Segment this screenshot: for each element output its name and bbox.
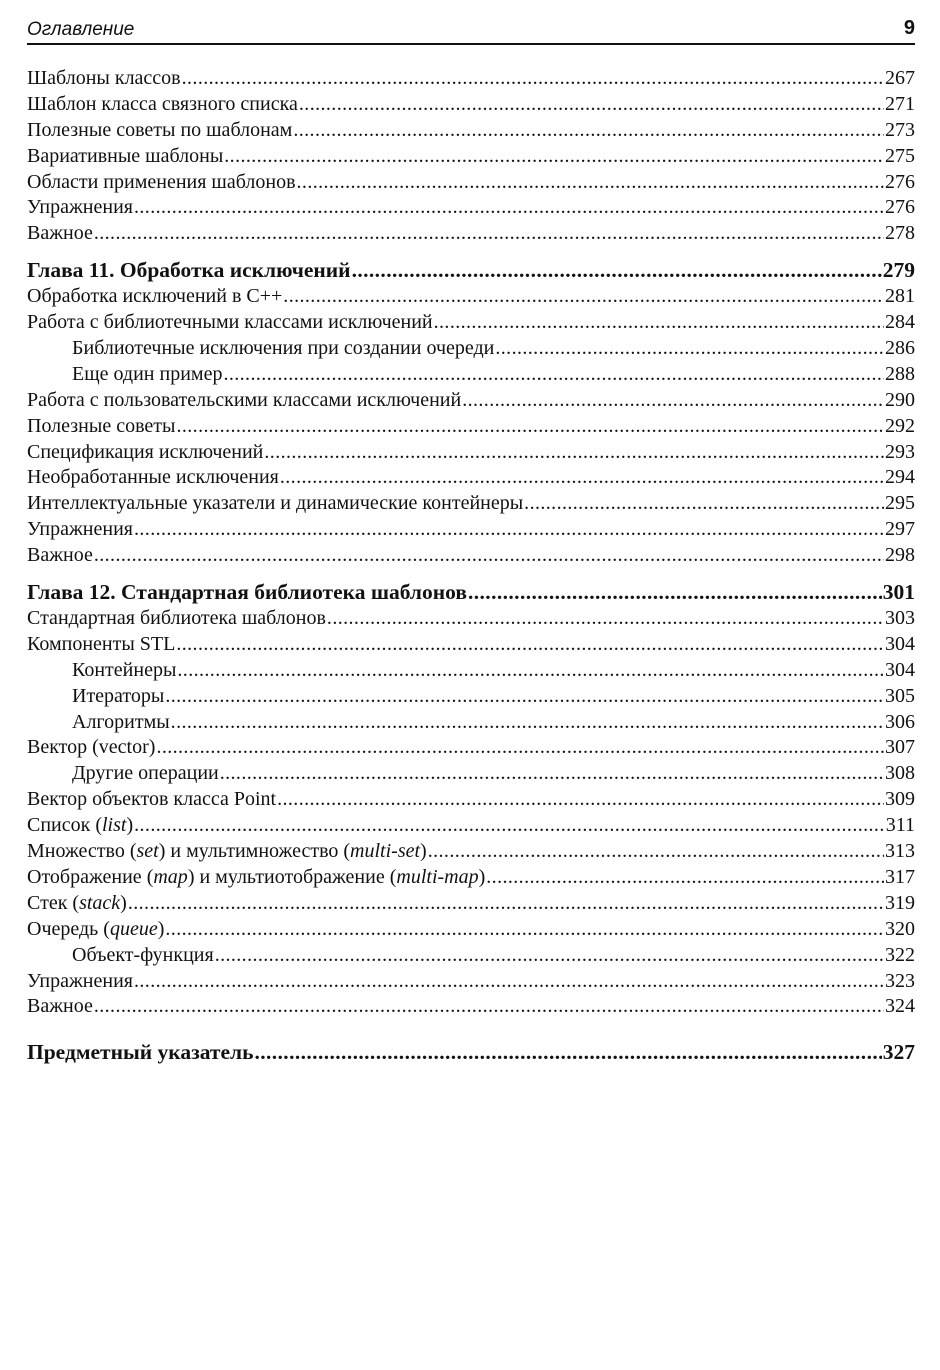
toc-section-entry (27, 606, 915, 632)
dot-leader (156, 735, 884, 761)
toc-page-number: 313 (885, 840, 915, 863)
toc-page-number: 297 (885, 518, 915, 541)
dot-leader (327, 606, 884, 632)
toc-page-number: 301 (882, 580, 915, 605)
toc-section-entry (27, 284, 915, 310)
toc-page-number: 276 (885, 170, 915, 193)
toc-entry-title: Очередь (queue) (27, 917, 165, 940)
toc-section-entry (27, 195, 915, 221)
dot-leader (134, 517, 884, 543)
toc-section-entry (27, 491, 915, 517)
toc-page-number: 322 (885, 943, 915, 966)
toc-section-entry (27, 865, 915, 891)
toc-subsection-entry (27, 710, 915, 736)
toc-page-number: 311 (885, 814, 915, 837)
header-title: Оглавление (27, 19, 135, 40)
dot-leader (223, 362, 884, 388)
toc-entry-title: Полезные советы по шаблонам (27, 118, 293, 141)
toc-entry-title: Упражнения (27, 196, 133, 219)
toc-section-entry (27, 517, 915, 543)
toc-page-number: 288 (885, 362, 915, 385)
dot-leader (220, 761, 884, 787)
toc-chapter-entry (27, 578, 915, 606)
toc-page-number: 294 (885, 466, 915, 489)
toc-entry-title: Упражнения (27, 969, 133, 992)
toc-entry-title: Необработанные исключения (27, 466, 279, 489)
dot-leader (264, 440, 884, 466)
toc-entry-title: Важное (27, 995, 93, 1018)
toc-section-entry (27, 118, 915, 144)
toc-entry-title: Глава 11. Обработка исключений (27, 258, 351, 283)
toc-page-number: 295 (885, 492, 915, 515)
toc-entry-title: Работа с библиотечными классами исключений (27, 311, 433, 334)
dot-leader (171, 710, 884, 736)
toc-page-number: 305 (885, 684, 915, 707)
toc-section-entry (27, 440, 915, 466)
toc-page-number: 286 (885, 337, 915, 360)
dot-leader (134, 195, 884, 221)
toc-page-number: 279 (882, 258, 915, 283)
toc-page-number: 304 (885, 632, 915, 655)
toc-page-number: 308 (885, 762, 915, 785)
toc-chapter-entry (27, 256, 915, 284)
toc-entry-title: Отображение (map) и мультиотображение (multi-map) (27, 865, 486, 888)
dot-leader (94, 994, 884, 1020)
toc-page-number: 281 (885, 285, 915, 308)
toc-section-entry (27, 969, 915, 995)
toc-section-entry (27, 221, 915, 247)
toc-entry-title: Другие операции (72, 762, 219, 785)
toc-section-entry (27, 839, 915, 865)
toc-entry-title: Важное (27, 222, 93, 245)
toc-section-entry (27, 787, 915, 813)
toc-section-entry (27, 813, 915, 839)
toc-entry-title: Интеллектуальные указатели и динамические контейнеры (27, 492, 524, 515)
toc-page-number: 320 (885, 917, 915, 940)
dot-leader (182, 66, 884, 92)
dot-leader (176, 632, 884, 658)
dot-leader (277, 787, 884, 813)
dot-leader (224, 144, 884, 170)
toc-entry-title: Спецификация исключений (27, 440, 264, 463)
toc-entry-title: Работа с пользовательскими классами исключений (27, 388, 462, 411)
toc-page-number: 278 (885, 222, 915, 245)
dot-leader (524, 491, 884, 517)
toc-entry-title: Стек (stack) (27, 891, 127, 914)
toc-subsection-entry (27, 761, 915, 787)
toc-page-number: 323 (885, 969, 915, 992)
toc-section-entry (27, 388, 915, 414)
toc-page-number: 271 (885, 92, 915, 115)
toc-page-number: 324 (885, 995, 915, 1018)
toc-section-entry (27, 994, 915, 1020)
toc-entry-title: Области применения шаблонов (27, 170, 296, 193)
toc-section-entry (27, 735, 915, 761)
dot-leader (297, 170, 884, 196)
toc-section-entry (27, 414, 915, 440)
toc-page-number: 327 (882, 1040, 915, 1065)
dot-leader (165, 684, 884, 710)
dot-leader (94, 543, 884, 569)
toc-page-number: 309 (885, 788, 915, 811)
toc-entry-title: Вектор объектов класса Point (27, 788, 277, 811)
toc-section-entry (27, 66, 915, 92)
dot-leader (468, 578, 882, 606)
toc-entry-title: Алгоритмы (72, 710, 170, 733)
toc-subsection-entry (27, 684, 915, 710)
toc-section-entry (27, 310, 915, 336)
toc-entry-title: Предметный указатель (27, 1040, 254, 1065)
dot-leader (352, 256, 882, 284)
toc-page-number: 275 (885, 144, 915, 167)
toc-entry-title: Шаблон класса связного списка (27, 92, 298, 115)
dot-leader (434, 310, 884, 336)
toc-entry-title: Список (list) (27, 814, 134, 837)
toc-page-number: 303 (885, 607, 915, 630)
toc-entry-title: Еще один пример (72, 362, 223, 385)
dot-leader (428, 839, 884, 865)
table-of-contents (27, 66, 915, 1066)
toc-page-number: 267 (885, 67, 915, 89)
toc-entry-title: Множество (set) и мультимножество (multi-set) (27, 840, 427, 863)
toc-entry-title: Важное (27, 544, 93, 567)
dot-leader (495, 336, 884, 362)
toc-section-entry (27, 543, 915, 569)
dot-leader (486, 865, 884, 891)
dot-leader (176, 414, 884, 440)
dot-leader (280, 465, 884, 491)
toc-section-entry (27, 465, 915, 491)
dot-leader (134, 813, 885, 839)
dot-leader (165, 917, 884, 943)
toc-page-number: 298 (885, 544, 915, 567)
toc-subsection-entry (27, 658, 915, 684)
toc-entry-title: Глава 12. Стандартная библиотека шаблонов (27, 580, 467, 605)
toc-entry-title: Упражнения (27, 518, 133, 541)
dot-leader (94, 221, 884, 247)
toc-page-number: 317 (885, 865, 915, 888)
toc-page-number: 276 (885, 196, 915, 219)
dot-leader (128, 891, 884, 917)
toc-entry-title: Компоненты STL (27, 632, 176, 655)
toc-index-entry (27, 1038, 915, 1066)
header-page-number: 9 (903, 17, 915, 39)
toc-entry-title: Объект-функция (72, 943, 214, 966)
dot-leader (462, 388, 884, 414)
toc-section-entry (27, 170, 915, 196)
toc-page-number: 284 (885, 311, 915, 334)
toc-entry-title: Контейнеры (72, 658, 177, 681)
toc-page-number: 319 (885, 891, 915, 914)
toc-section-entry (27, 891, 915, 917)
toc-entry-title: Полезные советы (27, 414, 176, 437)
toc-entry-title: Библиотечные исключения при создании очереди (72, 337, 495, 360)
dot-leader (177, 658, 884, 684)
toc-page-number: 290 (885, 388, 915, 411)
toc-page-number: 304 (885, 658, 915, 681)
toc-section-entry (27, 144, 915, 170)
toc-entry-title: Шаблоны классов (27, 67, 181, 89)
toc-entry-title: Итераторы (72, 684, 165, 707)
dot-leader (215, 943, 884, 969)
running-header (27, 17, 915, 45)
toc-section-entry (27, 92, 915, 118)
toc-page-number: 292 (885, 414, 915, 437)
toc-subsection-entry (27, 336, 915, 362)
toc-page-number: 307 (885, 736, 915, 759)
dot-leader (299, 92, 884, 118)
toc-subsection-entry (27, 362, 915, 388)
toc-entry-title: Стандартная библиотека шаблонов (27, 607, 326, 630)
toc-page-number: 306 (885, 710, 915, 733)
toc-entry-title: Вектор (vector) (27, 736, 156, 759)
toc-subsection-entry (27, 943, 915, 969)
toc-entry-title: Вариативные шаблоны (27, 144, 224, 167)
dot-leader (293, 118, 884, 144)
dot-leader (283, 284, 884, 310)
toc-section-entry (27, 917, 915, 943)
toc-section-entry (27, 632, 915, 658)
toc-entry-title: Обработка исключений в С++ (27, 285, 283, 308)
toc-page-number: 293 (885, 440, 915, 463)
dot-leader (134, 969, 884, 995)
toc-page-number: 273 (885, 118, 915, 141)
dot-leader (254, 1038, 881, 1066)
